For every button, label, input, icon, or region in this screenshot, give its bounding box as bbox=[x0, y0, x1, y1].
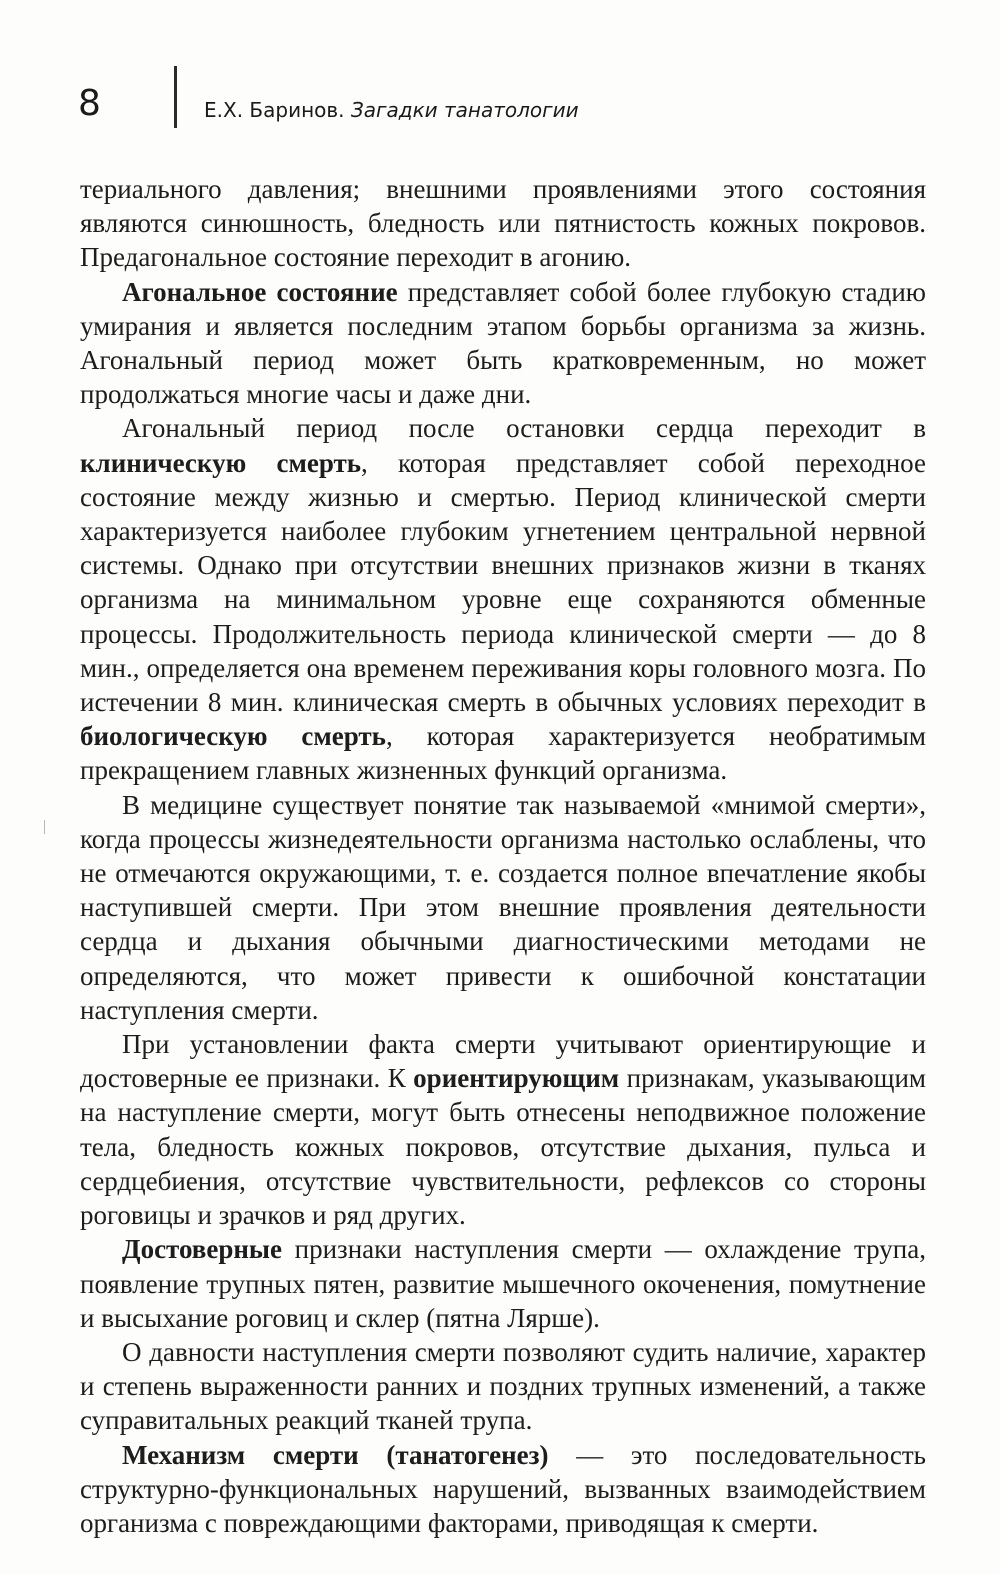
paragraph bbox=[80, 1438, 926, 1541]
text-run: представляет собой более глубокую стадию умирания и является последним этапом борьбы организма за жизнь. Агональный период может быть кратковременным, но может продолжаться многие часы и даже дни. bbox=[80, 276, 926, 410]
text-run: В медицине существует понятие так называемой «мнимой смерти», когда процессы жизнедеятельности организма настолько ослаблены, что не отмечаются окружающими, т. е. создается полное впечатление якобы наступившей смерти. При этом внешние проявления деятельности сердца и дыхания обычными диагностическими методами не определяются, что может привести к ошибочной констатации наступления смерти. bbox=[80, 789, 926, 1025]
text-run: — это последовательность структурно-функциональных нарушений, вызванных взаимодействием организма с повреждающими факторами, приводящая к смерти. bbox=[80, 1439, 926, 1538]
bold-term: Достоверные bbox=[122, 1234, 282, 1265]
bold-term: клиническую смерть bbox=[80, 447, 362, 478]
bold-term: Механизм смерти (танатогенез) bbox=[122, 1439, 549, 1470]
book-title: Загадки танатологии bbox=[350, 98, 579, 122]
paragraph bbox=[80, 1232, 926, 1335]
text-run: териального давления; внешними проявлениями этого состояния являются синюшность, бледность или пятнистость кожных покровов. Предагональное состояние переходит в агонию. bbox=[80, 174, 926, 273]
bold-term: ориентирующим bbox=[413, 1063, 620, 1094]
author-name: Е.Х. Баринов. bbox=[204, 98, 345, 122]
bold-term: биологическую смерть bbox=[80, 721, 386, 752]
margin-speck bbox=[44, 820, 45, 834]
page-header bbox=[78, 66, 938, 136]
bold-term: Агональное состояние bbox=[122, 276, 398, 307]
text-run: При установлении факта смерти учитывают ориентирующие и достоверные ее признаки. К bbox=[80, 1029, 926, 1094]
running-head bbox=[204, 98, 579, 122]
paragraph bbox=[80, 275, 926, 412]
paragraph bbox=[80, 788, 926, 1027]
paragraph bbox=[80, 1335, 926, 1438]
page-number: 8 bbox=[78, 83, 101, 124]
text-run: признакам, указывающим на наступление смерти, могут быть отнесены неподвижное положение тела, бледность кожных покровов, отсутствие дыхания, пульса и сердцебиения, отсутствие чувствительности, рефлексов со стороны роговицы и зрачков и ряд других. bbox=[80, 1063, 926, 1231]
text-run: Агональный период после остановки сердца переходит в bbox=[122, 413, 926, 444]
text-run: , которая представляет собой переходное состояние между жизнью и смертью. Период клинической смерти характеризуется наиболее глубоким угнетением центральной нервной системы. Однако при отсутствии внешних признаков жизни в тканях организма на минимальном уровне еще сохраняются обменные процессы. Продолжительность периода клинической смерти — до 8 мин., определяется она временем переживания коры головного мозга. По истечении 8 мин. клиническая смерть в обычных условиях переходит в bbox=[80, 447, 926, 718]
text-run: , которая характеризуется необратимым прекращением главных жизненных функций организма. bbox=[80, 721, 926, 786]
paragraph bbox=[80, 1027, 926, 1232]
paragraph bbox=[80, 172, 926, 275]
text-run: О давности наступления смерти позволяют судить наличие, характер и степень выраженности ранних и поздних трупных изменений, а также суправитальных реакций тканей трупа. bbox=[80, 1336, 926, 1436]
text-run: признаки наступления смерти — охлаждение трупа, появление трупных пятен, развитие мышечного окоченения, помутнение и высыхание роговиц и склер (пятна Лярше). bbox=[80, 1234, 926, 1333]
body-text bbox=[80, 172, 926, 1540]
header-divider bbox=[174, 66, 177, 128]
paragraph bbox=[80, 411, 926, 787]
